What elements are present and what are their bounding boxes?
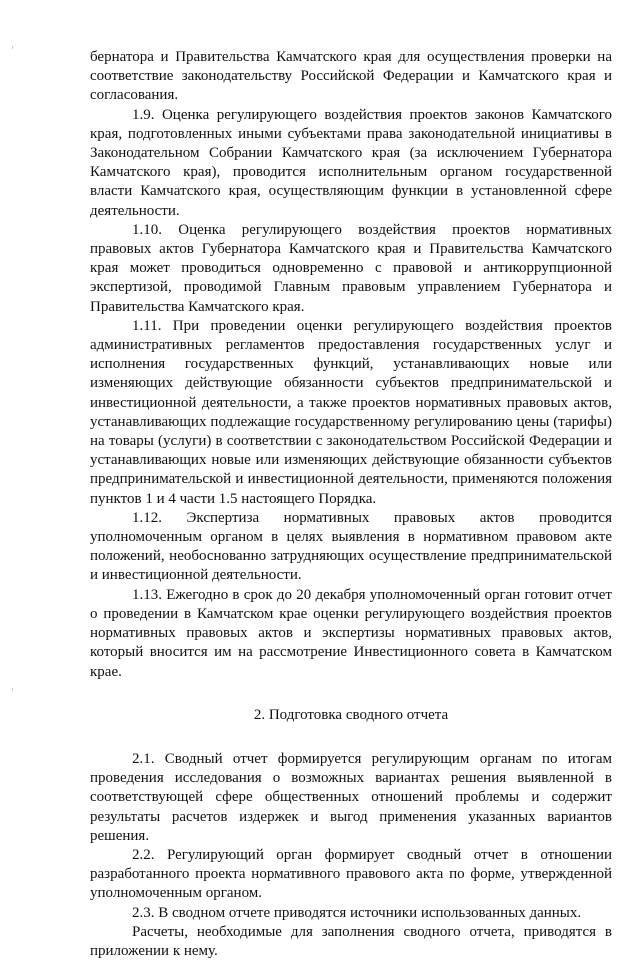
document-page xyxy=(90,48,612,961)
paragraph-continuation: бернатора и Правительства Камчатского края для осуществления проверки на соответствие законодательству Российской Федерации и Камчатского края и согласования. xyxy=(90,49,612,104)
paragraph-1-11: 1.11. При проведении оценки регулирующего воздействия проектов административных регламентов предоставления государственных услуг и исполнения государственных функций, устанавливающих новые или изменяющих действующие обязанности субъектов предпринимательской и инвестиционной деятельности, а также проектов нормативных правовых актов, устанавливающих подлежащие государственному регулированию цены (тарифы) на товары (услуги) в соответствии с законодательством Российской Федерации и устанавливающих новые или изменяющих действующие обязанности субъектов предпринимательской и инвестиционной деятельности, применяются положения пунктов 1 и 4 части 1.5 настоящего Порядка. xyxy=(90,317,612,507)
paragraph-1-12: 1.12. Экспертиза нормативных правовых актов проводится уполномоченным органом в целях выявления в нормативном правовом акте положений, необоснованно затрудняющих осуществление предпринимательской и инвестиционной деятельности. xyxy=(90,509,612,584)
margin-mark xyxy=(12,46,13,49)
section-heading: 2. Подготовка сводного отчета xyxy=(253,706,449,723)
paragraph-1-9: 1.9. Оценка регулирующего воздействия проектов законов Камчатского края, подготовленных иными субъектами права законодательной инициативы в Законодательном Собрании Камчатского края (за исключением Губернатора Камчатского края), проводится исполнительным органом государственной власти Камчатского края, осуществляющим функции в установленной сфере деятельности. xyxy=(90,106,612,219)
paragraph-2-3: 2.3. В сводном отчете приводятся источники использованных данных. xyxy=(132,904,582,921)
paragraph-2-3-continuation: Расчеты, необходимые для заполнения сводного отчета, приводятся в приложении к нему. xyxy=(90,923,612,959)
paragraph-1-10: 1.10. Оценка регулирующего воздействия проектов нормативных правовых актов Губернатора Камчатского края и Правительства Камчатского края может проводиться одновременно с правовой и антикоррупционной экспертизой, проводимой Главным правовым управлением Губернатора и Правительства Камчатского края. xyxy=(90,221,612,315)
margin-mark xyxy=(12,688,13,691)
paragraph-1-13: 1.13. Ежегодно в срок до 20 декабря уполномоченный орган готовит отчет о проведении в Камчатском крае оценки регулирующего воздействия проектов нормативных правовых актов и экспертизы нормативных правовых актов, который вносится им на рассмотрение Инвестиционного совета в Камчатском крае. xyxy=(90,586,612,680)
paragraph-2-2: 2.2. Регулирующий орган формирует сводный отчет в отношении разработанного проекта нормативного правового акта по форме, утвержденной уполномоченным органом. xyxy=(90,846,612,902)
paragraph-2-1: 2.1. Сводный отчет формируется регулирующим органам по итогам проведения исследования о возможных вариантах решения выявленной в соответствующей сфере общественных отношений проблемы и содержит результаты расчетов издержек и выгод применения указанных вариантов решения. xyxy=(90,750,612,844)
